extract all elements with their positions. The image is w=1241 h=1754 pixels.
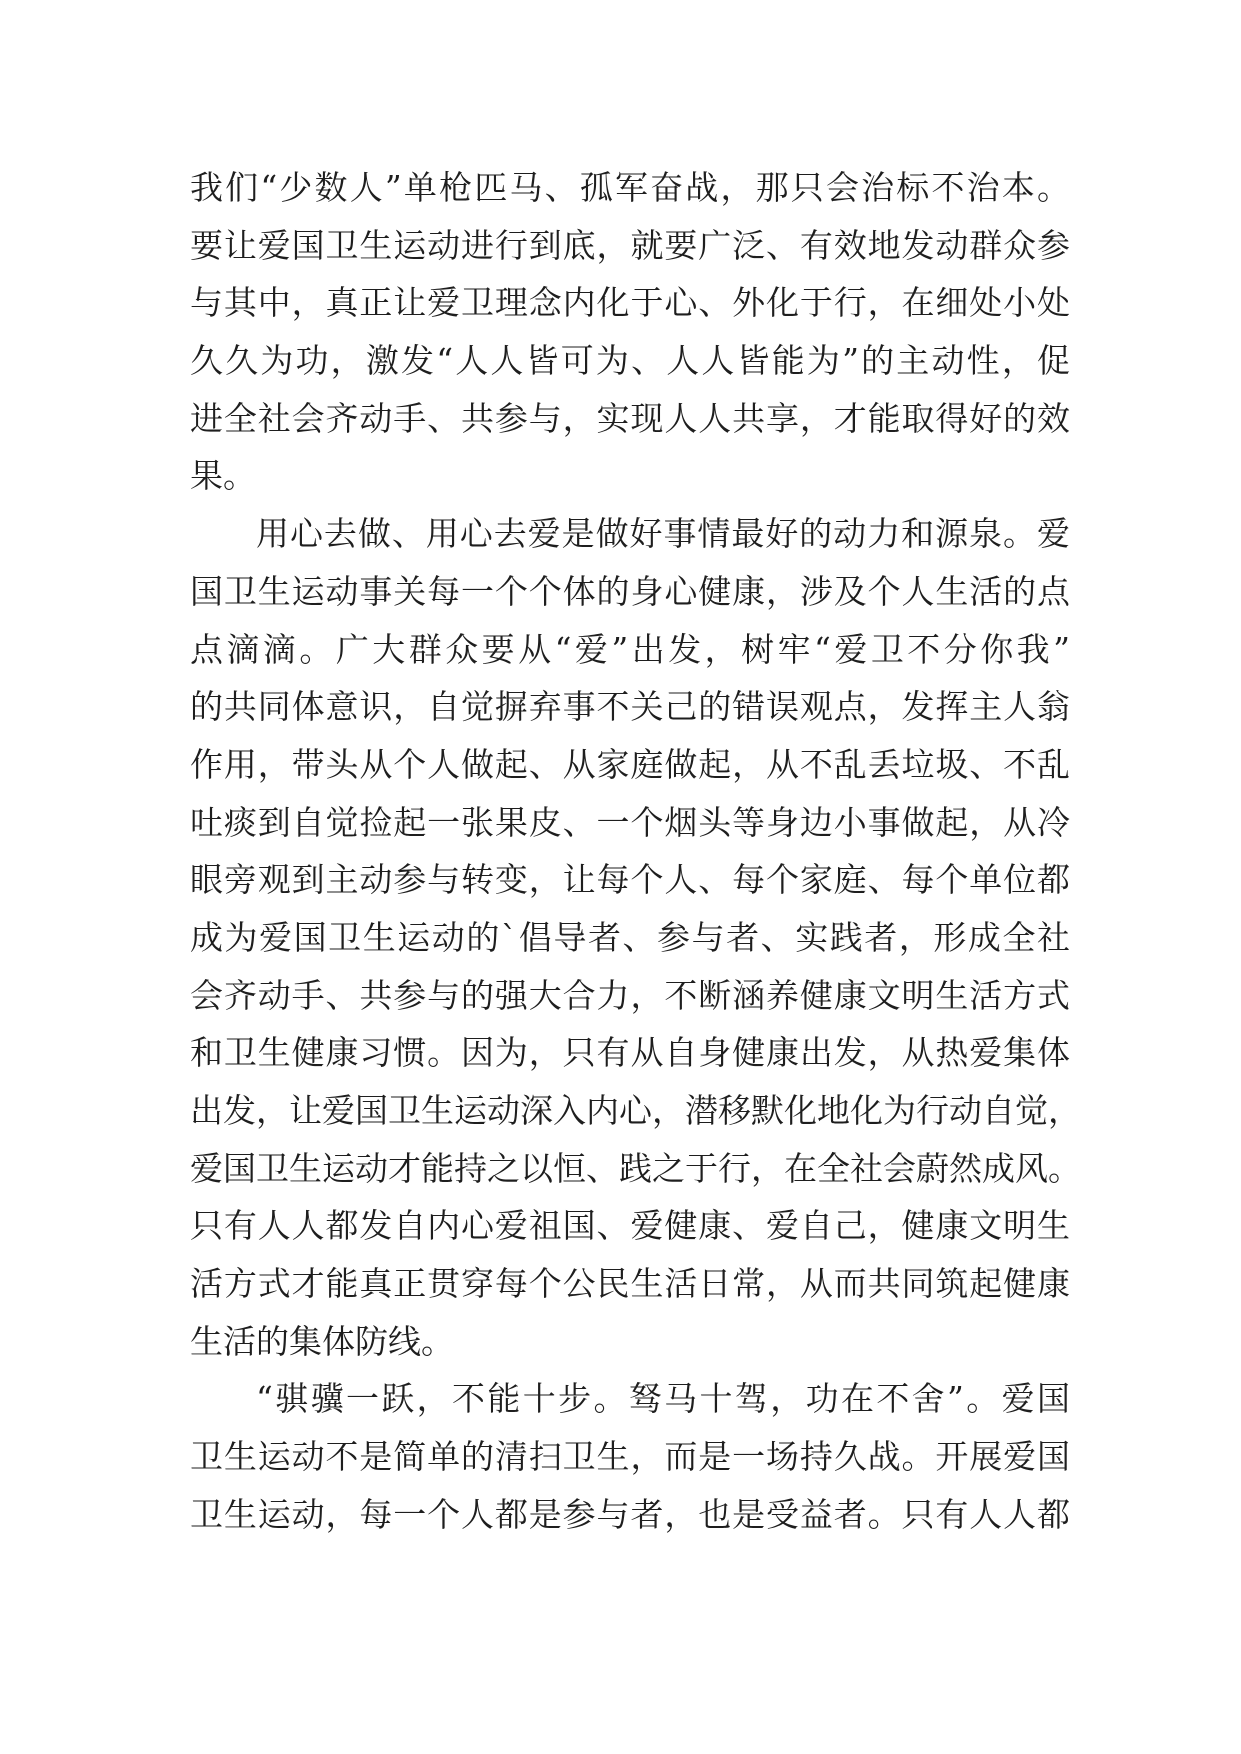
text-line: 国卫生运动事关每一个个体的身心健康，涉及个人生活的点 — [190, 571, 1070, 611]
text-line: 爱国卫生运动才能持之以恒、践之于行，在全社会蔚然成风。 — [190, 1148, 1081, 1188]
text-line: 与其中，真正让爱卫理念内化于心、外化于行，在细处小处 — [190, 283, 1070, 323]
text-line: “骐骥一跃，不能十步。驽马十驾，功在不舍”。爱国 — [256, 1379, 1070, 1419]
document-body — [190, 159, 1081, 1544]
text-line: 成为爱国卫生运动的`倡导者、参与者、实践者，形成全社 — [190, 917, 1070, 957]
paragraph — [190, 1370, 1070, 1543]
text-line: 我们“少数人”单枪匹马、孤军奋战，那只会治标不治本。 — [190, 168, 1070, 207]
text-line: 用心去做、用心去爱是做好事情最好的动力和源泉。爱 — [256, 514, 1070, 554]
paragraph — [190, 505, 1081, 1370]
text-line: 作用，带头从个人做起、从家庭做起，从不乱丢垃圾、不乱 — [190, 744, 1070, 784]
text-line: 吐痰到自觉捡起一张果皮、一个烟头等身边小事做起，从冷 — [190, 802, 1070, 842]
text-line: 久久为功，激发“人人皆可为、人人皆能为”的主动性，促 — [190, 341, 1070, 381]
text-line: 眼旁观到主动参与转变，让每个人、每个家庭、每个单位都 — [190, 860, 1070, 900]
text-line: 和卫生健康习惯。因为，只有从自身健康出发，从热爱集体 — [190, 1033, 1070, 1073]
text-line: 卫生运动不是简单的清扫卫生，而是一场持久战。开展爱国 — [190, 1437, 1070, 1477]
text-line: 卫生运动，每一个人都是参与者，也是受益者。只有人人都 — [190, 1494, 1070, 1534]
paragraph — [190, 159, 1070, 505]
text-line: 要让爱国卫生运动进行到底，就要广泛、有效地发动群众参 — [190, 225, 1070, 265]
text-line: 进全社会齐动手、共参与，实现人人共享，才能取得好的效 — [190, 398, 1070, 438]
text-line: 只有人人都发自内心爱祖国、爱健康、爱自己，健康文明生 — [190, 1206, 1070, 1246]
text-line: 点滴滴。广大群众要从“爱”出发，树牢“爱卫不分你我” — [190, 629, 1070, 669]
text-line: 的共同体意识，自觉摒弃事不关己的错误观点，发挥主人翁 — [190, 687, 1070, 727]
text-line: 会齐动手、共参与的强大合力，不断涵养健康文明生活方式 — [190, 975, 1070, 1015]
text-line: 活方式才能真正贯穿每个公民生活日常，从而共同筑起健康 — [190, 1264, 1070, 1304]
text-line: 果。 — [190, 456, 256, 496]
text-line: 出发，让爱国卫生运动深入内心，潜移默化地化为行动自觉， — [190, 1091, 1081, 1130]
text-line: 生活的集体防线。 — [190, 1321, 454, 1361]
